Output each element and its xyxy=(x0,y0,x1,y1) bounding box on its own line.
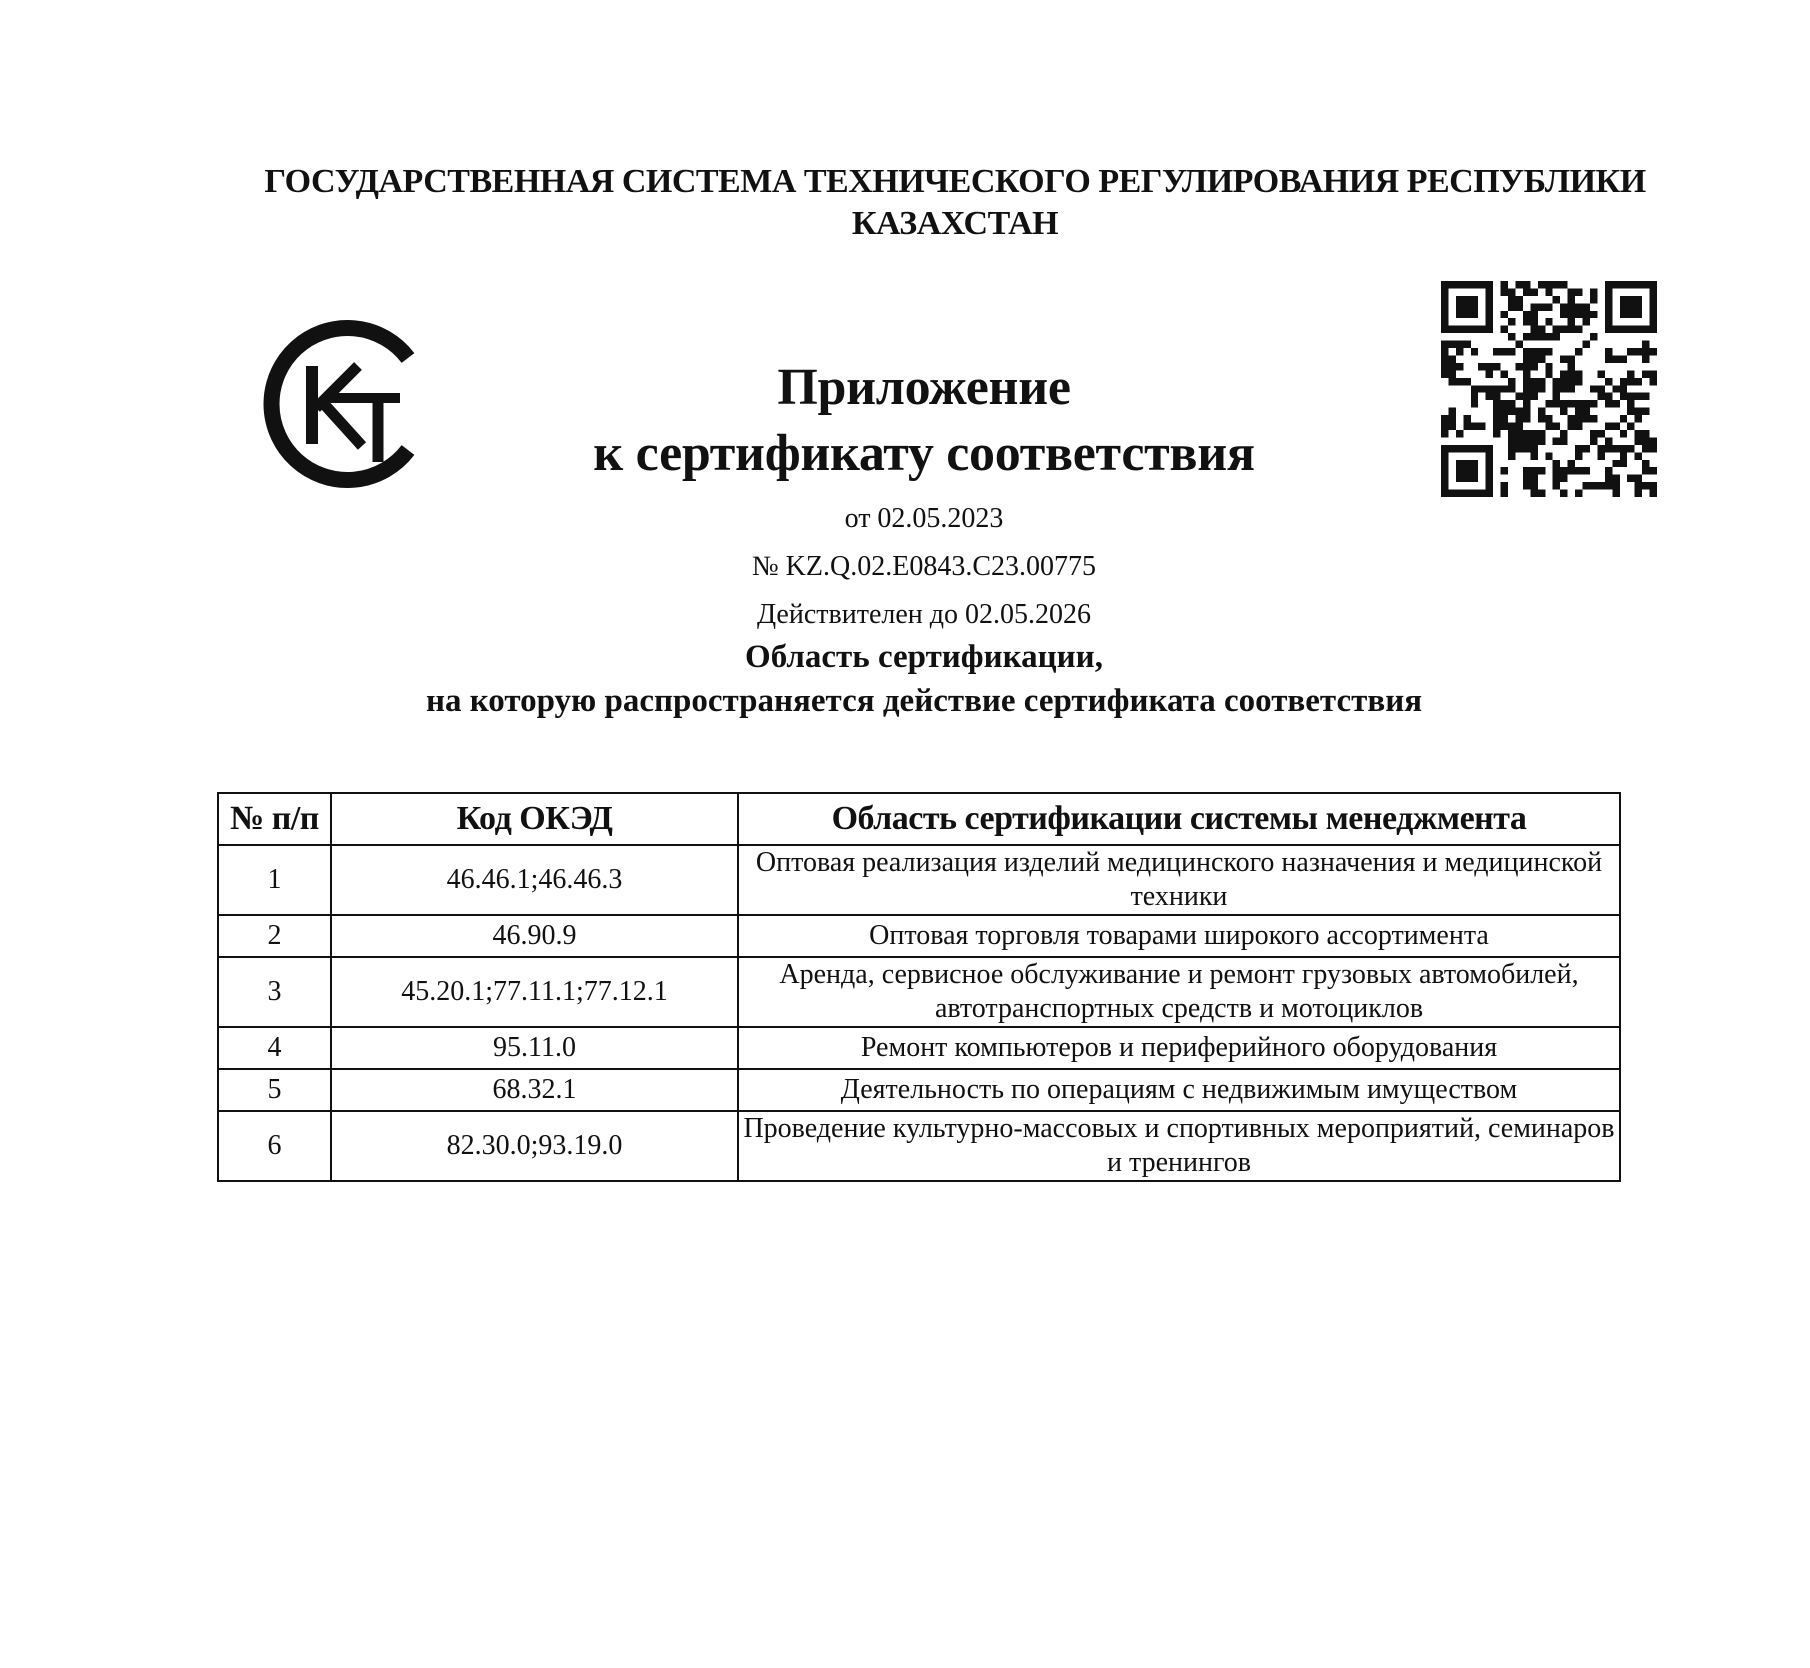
certificate-number: № KZ.Q.02.E0843.C23.00775 xyxy=(751,551,1097,582)
qr-module xyxy=(1471,296,1478,303)
qr-module xyxy=(1530,288,1537,295)
qr-module xyxy=(1642,482,1649,489)
row-code: 95.11.0 xyxy=(331,1027,738,1069)
qr-module xyxy=(1545,333,1552,340)
qr-module xyxy=(1538,333,1545,340)
qr-module xyxy=(1590,288,1597,295)
qr-module xyxy=(1560,490,1567,497)
qr-module xyxy=(1605,296,1612,303)
qr-module xyxy=(1471,303,1478,310)
qr-module xyxy=(1448,341,1455,348)
qr-module xyxy=(1568,311,1575,318)
qr-module xyxy=(1605,303,1612,310)
qr-module xyxy=(1441,326,1448,333)
qr-module xyxy=(1501,348,1508,355)
qr-module xyxy=(1612,490,1619,497)
qr-module xyxy=(1478,281,1485,288)
qr-module xyxy=(1650,311,1657,318)
qr-module xyxy=(1583,318,1590,325)
qr-module xyxy=(1463,296,1470,303)
qr-module xyxy=(1575,348,1582,355)
qr-module xyxy=(1568,318,1575,325)
qr-module xyxy=(1523,333,1530,340)
row-number: 1 xyxy=(218,845,331,915)
qr-module xyxy=(1650,288,1657,295)
qr-module xyxy=(1441,490,1448,497)
qr-module xyxy=(1471,348,1478,355)
qr-module xyxy=(1456,326,1463,333)
qr-module xyxy=(1486,318,1493,325)
qr-module xyxy=(1642,326,1649,333)
qr-module xyxy=(1486,281,1493,288)
row-area: Аренда, сервисное обслуживание и ремонт грузовых автомобилей, автотранспортных средств и мотоциклов xyxy=(738,957,1620,1027)
qr-module xyxy=(1635,303,1642,310)
qr-module xyxy=(1456,303,1463,310)
qr-module xyxy=(1501,281,1508,288)
qr-module xyxy=(1471,311,1478,318)
qr-module xyxy=(1627,296,1634,303)
qr-module xyxy=(1612,326,1619,333)
qr-module xyxy=(1456,281,1463,288)
qr-module xyxy=(1627,303,1634,310)
qr-module xyxy=(1508,288,1515,295)
row-area: Проведение культурно-массовых и спортивных мероприятий, семинаров и тренингов xyxy=(738,1111,1620,1181)
qr-module xyxy=(1456,311,1463,318)
qr-module xyxy=(1538,326,1545,333)
row-area: Деятельность по операциям с недвижимым имуществом xyxy=(738,1069,1620,1111)
qr-module xyxy=(1448,281,1455,288)
row-number: 4 xyxy=(218,1027,331,1069)
qr-module xyxy=(1545,318,1552,325)
qr-module xyxy=(1642,341,1649,348)
row-code: 68.32.1 xyxy=(331,1069,738,1111)
row-area: Оптовая торговля товарами широкого ассортимента xyxy=(738,915,1620,957)
row-number: 6 xyxy=(218,1111,331,1181)
qr-module xyxy=(1635,482,1642,489)
table-row xyxy=(218,915,1620,957)
qr-module xyxy=(1530,311,1537,318)
qr-module xyxy=(1560,303,1567,310)
qr-module xyxy=(1501,482,1508,489)
qr-module xyxy=(1553,296,1560,303)
qr-module xyxy=(1441,311,1448,318)
qr-module xyxy=(1441,348,1448,355)
qr-module xyxy=(1538,490,1545,497)
table-row xyxy=(218,1111,1620,1181)
qr-module xyxy=(1471,326,1478,333)
qr-module xyxy=(1560,281,1567,288)
title-line-2: к сертификату соответствия xyxy=(593,425,1255,482)
table-row xyxy=(218,1027,1620,1069)
qr-module xyxy=(1620,281,1627,288)
row-code: 82.30.0;93.19.0 xyxy=(331,1111,738,1181)
row-code: 45.20.1;77.11.1;77.12.1 xyxy=(331,957,738,1027)
qr-module xyxy=(1583,311,1590,318)
table-row xyxy=(218,1069,1620,1111)
qr-module xyxy=(1605,318,1612,325)
qr-module xyxy=(1501,326,1508,333)
qr-module xyxy=(1523,288,1530,295)
issue-date: от 02.05.2023 xyxy=(844,503,1004,534)
qr-module xyxy=(1530,348,1537,355)
qr-module xyxy=(1650,318,1657,325)
qr-module xyxy=(1530,318,1537,325)
qr-module xyxy=(1448,326,1455,333)
qr-module xyxy=(1575,490,1582,497)
qr-module xyxy=(1441,296,1448,303)
qr-module xyxy=(1553,281,1560,288)
qr-module xyxy=(1590,333,1597,340)
qr-module xyxy=(1501,311,1508,318)
table-row xyxy=(218,957,1620,1027)
qr-module xyxy=(1650,281,1657,288)
qr-module xyxy=(1486,490,1493,497)
qr-module xyxy=(1545,303,1552,310)
qr-module xyxy=(1471,490,1478,497)
qr-module xyxy=(1501,288,1508,295)
qr-module xyxy=(1627,326,1634,333)
qr-module xyxy=(1560,311,1567,318)
qr-module xyxy=(1568,288,1575,295)
qr-module xyxy=(1463,303,1470,310)
qr-module xyxy=(1515,303,1522,310)
qr-module xyxy=(1620,303,1627,310)
row-code: 46.90.9 xyxy=(331,915,738,957)
row-area: Ремонт компьютеров и периферийного оборудования xyxy=(738,1027,1620,1069)
qr-module xyxy=(1530,490,1537,497)
qr-module xyxy=(1523,348,1530,355)
header-line-1: ГОСУДАРСТВЕННАЯ СИСТЕМА ТЕХНИЧЕСКОГО РЕГУЛИРОВАНИЯ РЕСПУБЛИКИ xyxy=(264,163,1646,200)
scope-heading-line-2: на которую распространяется действие сертификата соответствия xyxy=(425,683,1423,719)
qr-module xyxy=(1605,281,1612,288)
qr-module xyxy=(1635,326,1642,333)
qr-module xyxy=(1635,281,1642,288)
qr-module xyxy=(1478,326,1485,333)
qr-module xyxy=(1650,303,1657,310)
qr-module xyxy=(1553,333,1560,340)
qr-module xyxy=(1575,326,1582,333)
qr-module xyxy=(1486,303,1493,310)
qr-module xyxy=(1583,303,1590,310)
row-number: 5 xyxy=(218,1069,331,1111)
valid-until: Действителен до 02.05.2026 xyxy=(756,599,1092,630)
qr-module xyxy=(1515,296,1522,303)
table-header-row xyxy=(218,793,1620,845)
qr-module xyxy=(1456,490,1463,497)
qr-module xyxy=(1635,348,1642,355)
qr-module xyxy=(1605,482,1612,489)
qr-module xyxy=(1620,296,1627,303)
qr-module xyxy=(1456,296,1463,303)
qr-module xyxy=(1620,311,1627,318)
qr-module xyxy=(1635,490,1642,497)
qr-module xyxy=(1583,482,1590,489)
qr-module xyxy=(1441,341,1448,348)
qr-module xyxy=(1605,348,1612,355)
qr-module xyxy=(1545,281,1552,288)
qr-module xyxy=(1523,482,1530,489)
qr-module xyxy=(1627,281,1634,288)
qr-module xyxy=(1627,348,1634,355)
qr-module xyxy=(1463,311,1470,318)
qr-module xyxy=(1538,281,1545,288)
qr-module xyxy=(1650,326,1657,333)
qr-module xyxy=(1441,482,1448,489)
row-code: 46.46.1;46.46.3 xyxy=(331,845,738,915)
header-number: № п/п xyxy=(218,793,331,845)
qr-module xyxy=(1538,303,1545,310)
qr-module xyxy=(1545,288,1552,295)
qr-module xyxy=(1508,303,1515,310)
qr-module xyxy=(1560,326,1567,333)
qr-module xyxy=(1456,348,1463,355)
qr-module xyxy=(1441,281,1448,288)
header-oked-code: Код ОКЭД xyxy=(331,793,738,845)
qr-module xyxy=(1441,318,1448,325)
qr-module xyxy=(1597,482,1604,489)
qr-module xyxy=(1635,311,1642,318)
qr-module xyxy=(1530,482,1537,489)
qr-module xyxy=(1590,311,1597,318)
header-scope-area: Область сертификации системы менеджмента xyxy=(738,793,1620,845)
qr-module xyxy=(1583,341,1590,348)
qr-module xyxy=(1553,326,1560,333)
qr-module xyxy=(1605,326,1612,333)
qr-module xyxy=(1642,281,1649,288)
qr-module xyxy=(1575,311,1582,318)
qr-module xyxy=(1441,288,1448,295)
qr-module xyxy=(1523,311,1530,318)
qr-module xyxy=(1530,333,1537,340)
qr-module xyxy=(1568,296,1575,303)
qr-module xyxy=(1530,303,1537,310)
qr-module xyxy=(1568,303,1575,310)
qr-module xyxy=(1523,281,1530,288)
qr-module xyxy=(1650,482,1657,489)
header-line-2: КАЗАХСТАН xyxy=(851,205,1059,242)
qr-module xyxy=(1545,348,1552,355)
qr-module xyxy=(1508,318,1515,325)
qr-module xyxy=(1612,482,1619,489)
row-area: Оптовая реализация изделий медицинского назначения и медицинской техники xyxy=(738,845,1620,915)
qr-module xyxy=(1463,490,1470,497)
qr-module xyxy=(1635,296,1642,303)
qr-module xyxy=(1508,348,1515,355)
qr-module xyxy=(1575,288,1582,295)
qr-module xyxy=(1456,341,1463,348)
qr-module xyxy=(1471,281,1478,288)
qr-module xyxy=(1493,348,1500,355)
row-number: 3 xyxy=(218,957,331,1027)
qr-module xyxy=(1605,288,1612,295)
row-number: 2 xyxy=(218,915,331,957)
qr-module xyxy=(1486,326,1493,333)
qr-module xyxy=(1612,281,1619,288)
qr-module xyxy=(1501,490,1508,497)
qr-module xyxy=(1575,303,1582,310)
qr-module xyxy=(1650,490,1657,497)
qr-module xyxy=(1590,482,1597,489)
qr-module xyxy=(1463,326,1470,333)
qr-module xyxy=(1553,482,1560,489)
scope-heading-line-1: Область сертификации, xyxy=(745,639,1103,675)
qr-module xyxy=(1538,348,1545,355)
qr-module xyxy=(1642,348,1649,355)
qr-module xyxy=(1463,281,1470,288)
qr-module xyxy=(1523,318,1530,325)
qr-module xyxy=(1620,326,1627,333)
table-row xyxy=(218,845,1620,915)
qr-module xyxy=(1486,311,1493,318)
qr-module xyxy=(1605,311,1612,318)
qr-module xyxy=(1530,326,1537,333)
qr-module xyxy=(1515,281,1522,288)
qr-module xyxy=(1486,482,1493,489)
qr-module xyxy=(1463,341,1470,348)
qr-module xyxy=(1650,348,1657,355)
qr-module xyxy=(1590,296,1597,303)
qr-module xyxy=(1486,288,1493,295)
qr-module xyxy=(1568,326,1575,333)
qr-module xyxy=(1478,490,1485,497)
qr-module xyxy=(1515,341,1522,348)
qr-module xyxy=(1508,296,1515,303)
qr-module xyxy=(1441,303,1448,310)
qr-module xyxy=(1508,333,1515,340)
qr-module xyxy=(1650,296,1657,303)
certification-scope-table xyxy=(217,792,1621,1182)
title-line-1: Приложение xyxy=(777,359,1071,416)
qr-module xyxy=(1486,296,1493,303)
qr-module xyxy=(1627,311,1634,318)
qr-module xyxy=(1448,490,1455,497)
